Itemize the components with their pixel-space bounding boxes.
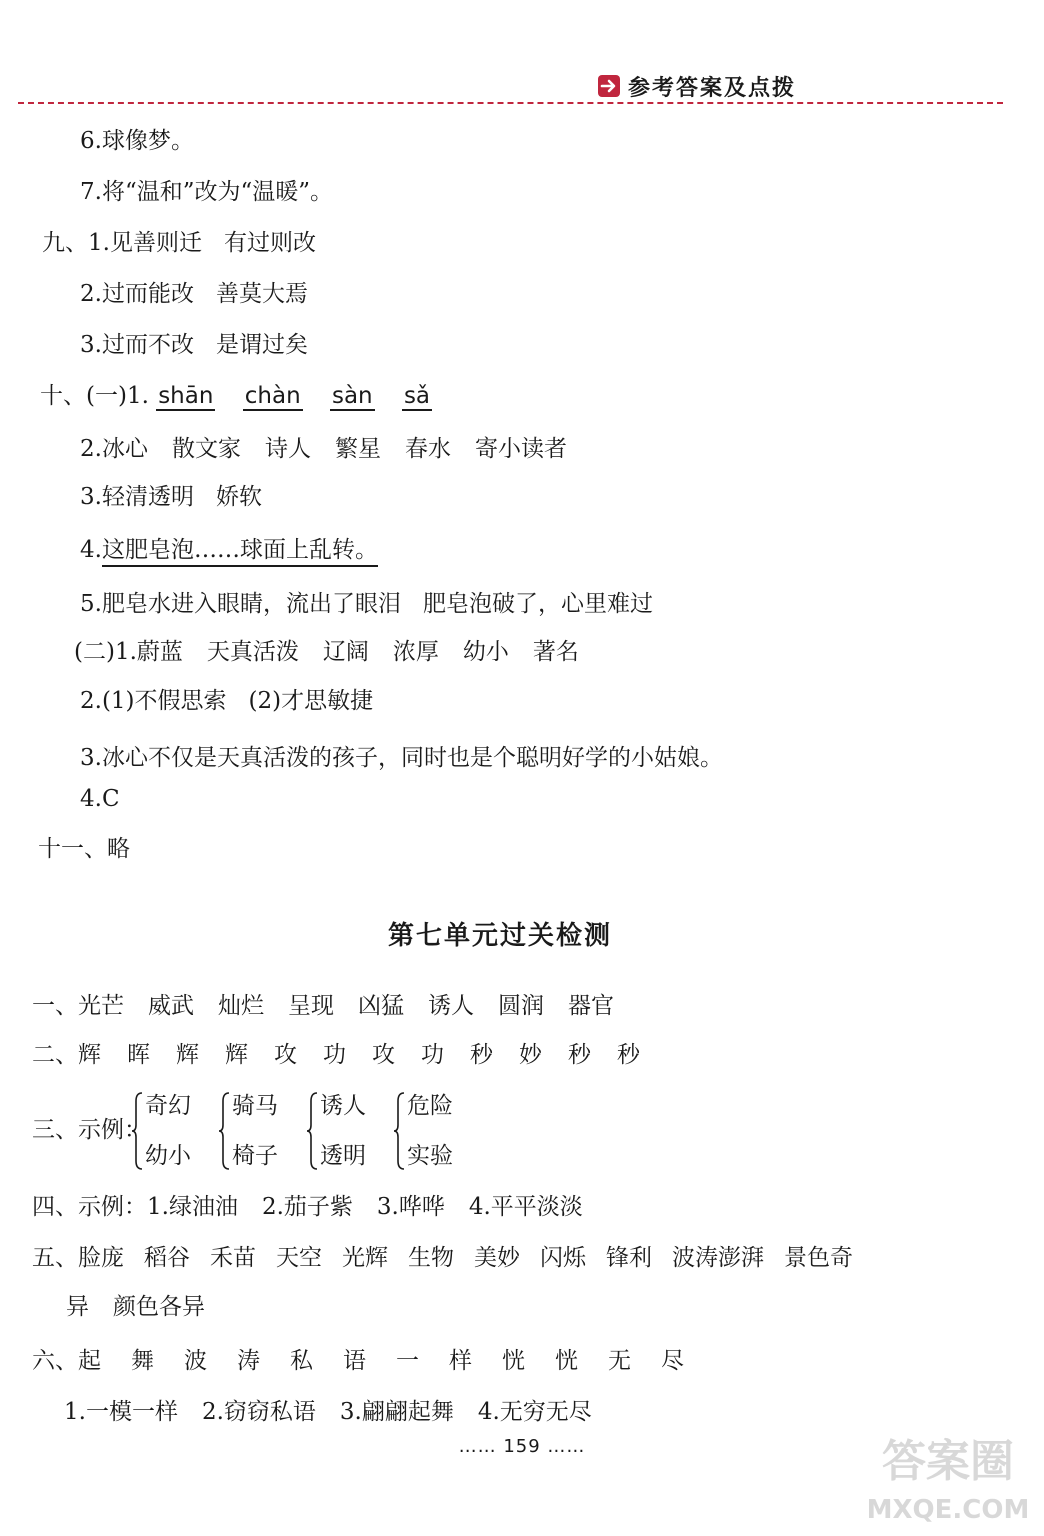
q3-prefix: 三、示例： [32, 1117, 147, 1143]
pinyin-answer: sǎ [403, 383, 431, 409]
unit7-q1: 一、光芒 威武 灿烂 呈现 凶猛 诱人 圆润 器官 [32, 993, 614, 1019]
unit7-q5-line1: 五、脸庞 稻谷 禾苗 天空 光辉 生物 美妙 闪烁 锋利 波涛澎湃 景色奇 [32, 1245, 853, 1271]
unit7-q4: 四、示例：1.绿油油 2.茄子紫 3.哗哗 4.平平淡淡 [32, 1194, 583, 1220]
section-two-3: 3.冰心不仅是天真活泼的孩子，同时也是个聪明好学的小姑娘。 [80, 745, 723, 771]
section-nine-3: 3.过而不改 是谓过矣 [80, 332, 308, 358]
pinyin-answer: chàn [244, 383, 301, 409]
arrow-right-icon [598, 75, 620, 97]
q3-word: 透明 [320, 1143, 366, 1169]
section-ten-1: 十、(一)1. shān chàn sàn sǎ [40, 383, 431, 409]
header-badge [598, 72, 804, 100]
unit7-q5-line2: 异 颜色各异 [66, 1294, 205, 1320]
brace-icon [306, 1091, 318, 1171]
section-two-4: 4.C [80, 786, 120, 812]
answer-line-7: 7.将“温和”改为“温暖”。 [80, 179, 333, 205]
answer-line-6: 6.球像梦。 [80, 128, 194, 154]
q3-word: 骑马 [232, 1093, 278, 1119]
q3-word: 危险 [407, 1093, 453, 1119]
section-ten-2: 2.冰心 散文家 诗人 繁星 春水 寄小读者 [80, 436, 567, 462]
section-two-1: (二)1.蔚蓝 天真活泼 辽阔 浓厚 幼小 著名 [74, 639, 579, 665]
unit7-q2: 二、辉 晖 辉 辉 攻 功 攻 功 秒 妙 秒 秒 [32, 1042, 640, 1068]
underlined-answer: 这肥皂泡……球面上乱转。 [102, 537, 378, 567]
svg-text:MXQE.COM: MXQE.COM [866, 1495, 1030, 1525]
page-number: …… 159 …… [458, 1436, 586, 1457]
section-two-2: 2.(1)不假思索 (2)才思敏捷 [80, 688, 374, 714]
unit7-q6-line2: 1.一模一样 2.窃窃私语 3.翩翩起舞 4.无穷无尽 [64, 1399, 592, 1425]
q3-word: 实验 [407, 1143, 453, 1169]
section-nine-1: 九、1.见善则迁 有过则改 [42, 230, 316, 256]
section-nine-2: 2.过而能改 善莫大焉 [80, 281, 308, 307]
brace-icon [393, 1091, 405, 1171]
brace-icon [131, 1091, 143, 1171]
section-eleven: 十一、略 [38, 836, 130, 862]
watermark-logo [858, 1418, 1038, 1530]
svg-text:答案圈: 答案圈 [882, 1436, 1014, 1487]
q3-word: 奇幻 [145, 1093, 191, 1119]
q3-word: 幼小 [145, 1143, 191, 1169]
section-ten-4: 4.这肥皂泡……球面上乱转。 [80, 535, 378, 565]
pinyin-answer: shān [158, 383, 214, 409]
page-header [0, 0, 1044, 110]
header-dashed-rule [18, 102, 1003, 104]
q3-word: 椅子 [232, 1143, 278, 1169]
brace-icon [218, 1091, 230, 1171]
q3-word: 诱人 [320, 1093, 366, 1119]
section-ten-5: 5.肥皂水进入眼睛，流出了眼泪 肥皂泡破了，心里难过 [80, 591, 653, 617]
section-ten-3: 3.轻清透明 娇软 [80, 484, 262, 510]
unit7-q6-line1: 六、起 舞 波 涛 私 语 一 样 恍 恍 无 尽 [32, 1348, 684, 1374]
section-heading: 第七单元过关检测 [387, 921, 612, 951]
header-title: 参考答案及点拨 [628, 75, 797, 101]
pinyin-answer: sàn [331, 383, 373, 409]
